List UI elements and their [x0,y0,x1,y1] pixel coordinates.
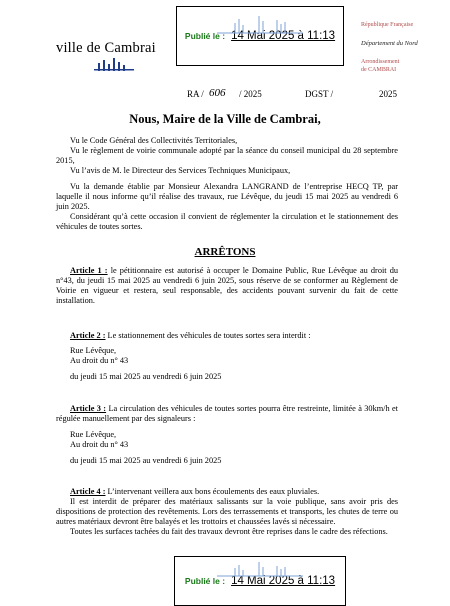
stamp-date: 14 Mai 2025 à 11:13 [231,30,336,42]
cambrai-logo [56,40,166,76]
considerant: Considérant qu’à cette occasion il convient de réglementer la circulation et le stationnement des véhicules de toutes sortes. [56,212,398,231]
reference-line [187,87,417,101]
stamp-label: Publié le : [184,576,226,586]
article-2-period: du jeudi 15 mai 2025 au vendredi 6 juin 2025 [70,372,222,381]
ref-year: / 2025 [239,89,262,99]
vu-2: Vu le règlement de voirie communale adopté par la séance du conseil municipal du 28 septembre 2015, [56,146,398,165]
article-4-p3: Toutes les surfaces tachées du fait des travaux devront être reprises dans le cadre des réfections. [70,527,388,536]
skyline-watermark-icon [215,560,305,578]
article-2-location: Au droit du n° 43 [70,356,129,365]
article-3-location: Au droit du n° 43 [70,440,129,449]
article-4 [56,487,398,537]
ref-ra: RA / [187,89,204,99]
article-2 [56,331,398,341]
article-3-street: Rue Lévêque, [70,430,117,439]
arrondissement-line-2: de CAMBRAI [361,67,397,73]
article-4-label: Article 4 : [70,487,106,496]
article-1-text: le pétitionnaire est autorisé à occuper le Domaine Public, Rue Lévêque au droit du n°43, du jeudi 15 mai 2025 au vendredi 6 juin 2025, sous réserve de se conformer au Règlement de Voirie en vigueur et restera, seul responsable, des accidents pouvant survenir du fait de cette installation. [56,266,398,305]
logo-text: ville de Cambrai [56,40,156,56]
stamp-date: 14 Mai 2025 à 11:13 [231,575,336,587]
ref-dgst: DGST / [305,89,334,99]
article-4-p2: Il est interdit de préparer des matériaux salissants sur la voie publique, sans avoir pris des dispositions de protection des revêtements. Lors des terrassements et transports, les chutes de terre ou autres matériaux devront être balayés et les trottoirs et chaussées lavés si nécessaire. [56,497,398,526]
article-3 [56,404,398,424]
ref-year-2: 2025 [379,89,397,99]
arrondissement-line-1: Arrondissement [361,59,400,65]
arretons-heading: ARRÊTONS [194,246,256,258]
preamble [56,136,398,232]
vu-4: Vu la demande établie par Monsieur Alexandra LANGRAND de l’entreprise HECQ TP, par laquelle il nous informe qu’il réalise des travaux, rue Lévêque, du jeudi 15 mai 2025 au vendredi 6 juin 2025. [56,182,398,211]
article-3-period: du jeudi 15 mai 2025 au vendredi 6 juin 2025 [70,456,222,465]
ref-number: 606 [209,87,226,99]
stamp-label: Publié le : [184,31,226,41]
article-2-street: Rue Lévêque, [70,346,117,355]
article-3-text: La circulation des véhicules de toutes sortes pourra être restreinte, limitée à 30km/h et régulée manuellement par des signaleurs : [56,404,398,423]
cambrai-skyline-logo-icon [94,57,134,71]
article-1 [56,266,398,306]
article-1-label: Article 1 : [70,266,108,275]
article-3-label: Article 3 : [70,404,107,413]
department-label: Département du Nord [361,40,418,47]
page-title: Nous, Maire de la Ville de Cambrai, [129,112,321,126]
arrondissement-label [361,58,399,74]
published-stamp-bottom [174,556,346,606]
published-stamp-top [176,6,344,66]
vu-3: Vu l’avis de M. le Directeur des Services Techniques Municipaux, [70,166,291,175]
article-4-text: L’intervenant veillera aux bons écoulements des eaux pluviales. [105,487,320,496]
article-2-text: Le stationnement des véhicules de toutes sortes sera interdit : [105,331,311,340]
republic-label: République Française [361,22,414,28]
vu-1: Vu le Code Général des Collectivités Territoriales, [70,136,238,145]
skyline-watermark-icon [215,13,305,35]
article-2-label: Article 2 : [70,331,106,340]
